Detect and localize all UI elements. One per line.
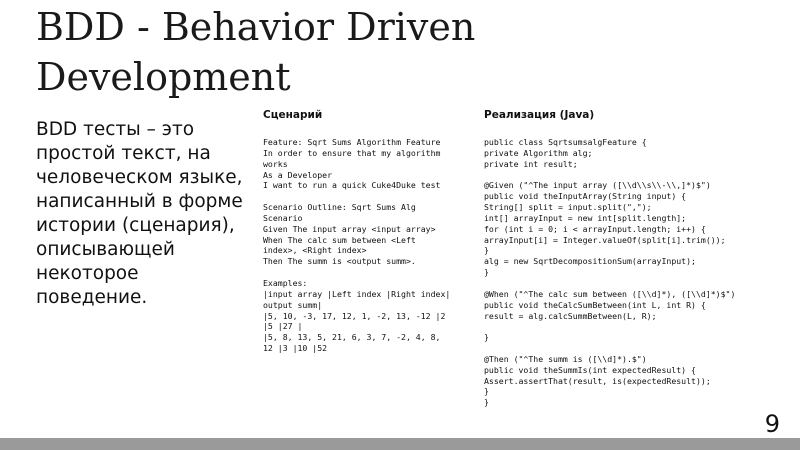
- scenario-heading: Сценарий: [263, 109, 323, 121]
- slide-title: BDD - Behavior Driven Development: [36, 5, 476, 99]
- scenario-code: Feature: Sqrt Sums Algorithm Feature In order to ensure that my algorithm works As a Developer I want to run a quick Cuke4Duke test Scenario Outline: Sqrt Sums Alg Scenario Given The input array <input array> When The calc sum between <Left index>, <Right index> Then The summ is <output summ>. Examples: |input array |Left index |Right index| output summ| |5, 10, -3, 17, 12, 1, -2, 13, -12 |2 |5 |27 | |5, 8, 13, 5, 21, 6, 3, 7, -2, 4, 8, 12 |3 |10 |52: [263, 137, 451, 354]
- bdd-description: BDD тесты – это простой текст, на человеческом языке, написанный в форме истории (сценария), описывающей некоторое поведение.: [36, 119, 243, 308]
- bottom-bar: [0, 438, 800, 450]
- implementation-heading: Реализация (Java): [484, 109, 595, 121]
- page-number: 9: [764, 410, 780, 438]
- implementation-code: public class SqrtsumsalgFeature { private Algorithm alg; private int result; @Given ("^The input array ([\\d\\s\\-\\,]*)$") public void theInputArray(String input) { String[] split = input.split(","); int[] arrayInput = new int[split.length]; for (int i = 0; i < arrayInput.length; i++) { arrayInput[i] = Integer.valueOf(split[i].trim()); } alg = new SqrtDecompositionSum(arrayInput); } @When ("^The calc sum between ([\\d]*), ([\\d]*)$") public void theCalcSumBetween(int L, int R) { result = alg.calcSummBetween(L, R); } @Then ("^The summ is ([\\d]*).$") public void theSummIs(int expectedResult) { Assert.assertThat(result, is(expectedResult)); } }: [484, 137, 736, 408]
